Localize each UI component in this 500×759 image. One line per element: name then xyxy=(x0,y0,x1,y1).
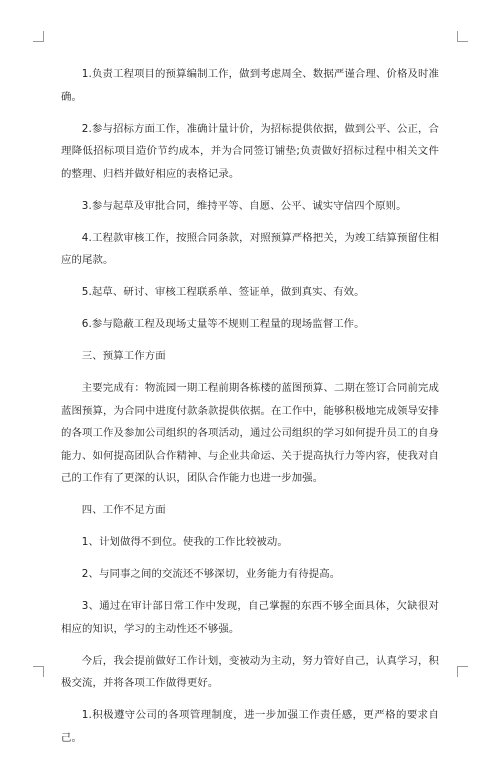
paragraph-duty-4: 4.工程款审核工作，按照合同条款，对照预算严格把关，为竣工结算预留住相应的尾款。 xyxy=(61,231,439,266)
paragraph-budget-summary: 主要完成有：物流园一期工程前期各栋楼的蓝图预算、二期在签订合同前完成蓝图预算，为合同中进度付款条款提供依据。在工作中，能够积极地完成领导安排的各项工作及参加公司组织的各项活动，通过公司组织的学习如何提升员工的自身能力、如何提高团队合作精神、与企业共命运、关于提高执行力等内容，使我对自己的工作有了更深的认识，团队合作能力也进一步加强。 xyxy=(61,382,439,484)
paragraph-duty-1: 1.负责工程项目的预算编制工作，做到考虑周全、数据严谨合理、价格及时准确。 xyxy=(61,68,439,103)
paragraph-duty-5: 5.起草、研讨、审核工程联系单、签证单，做到真实、有效。 xyxy=(81,286,365,298)
paragraph-shortcoming-1: 1、计划做得不到位。使我的工作比较被动。 xyxy=(81,536,288,548)
crop-mark-top-left xyxy=(33,31,44,42)
paragraph-duty-6: 6.参与隐蔽工程及现场丈量等不规则工程量的现场监督工作。 xyxy=(81,318,365,330)
paragraph-future-plan: 今后，我会提前做好工作计划，变被动为主动，努力管好自己，认真学习，积极交流，并将各项工作做得更好。 xyxy=(61,654,439,689)
paragraph-shortcoming-2: 2、与同事之间的交流还不够深切，业务能力有待提高。 xyxy=(81,568,341,580)
crop-mark-bottom-right xyxy=(457,666,468,677)
section-heading-shortcomings: 四、工作不足方面 xyxy=(81,504,166,516)
crop-mark-bottom-left xyxy=(33,666,44,677)
crop-mark-top-right xyxy=(457,31,468,42)
section-heading-budget: 三、预算工作方面 xyxy=(81,350,166,362)
document-body xyxy=(61,63,439,759)
paragraph-duty-3: 3.参与起草及审批合同，维持平等、自愿、公平、诚实守信四个原则。 xyxy=(81,199,407,212)
paragraph-duty-2: 2.参与招标方面工作，准确计量计价，为招标提供依据，做到公平、公正，合理降低招标项目造价节约成本，并为合同签订铺垫;负责做好招标过程中相关文件的整理、归档并做好相应的表格记录。 xyxy=(61,122,439,180)
paragraph-plan-1: 1.积极遵守公司的各项管理制度，进一步加强工作责任感，更严格的要求自己。 xyxy=(61,709,439,744)
paragraph-shortcoming-3: 3、通过在审计部日常工作中发现，自己掌握的东西不够全面具体，欠缺很对相应的知识，学习的主动性还不够强。 xyxy=(61,600,439,635)
